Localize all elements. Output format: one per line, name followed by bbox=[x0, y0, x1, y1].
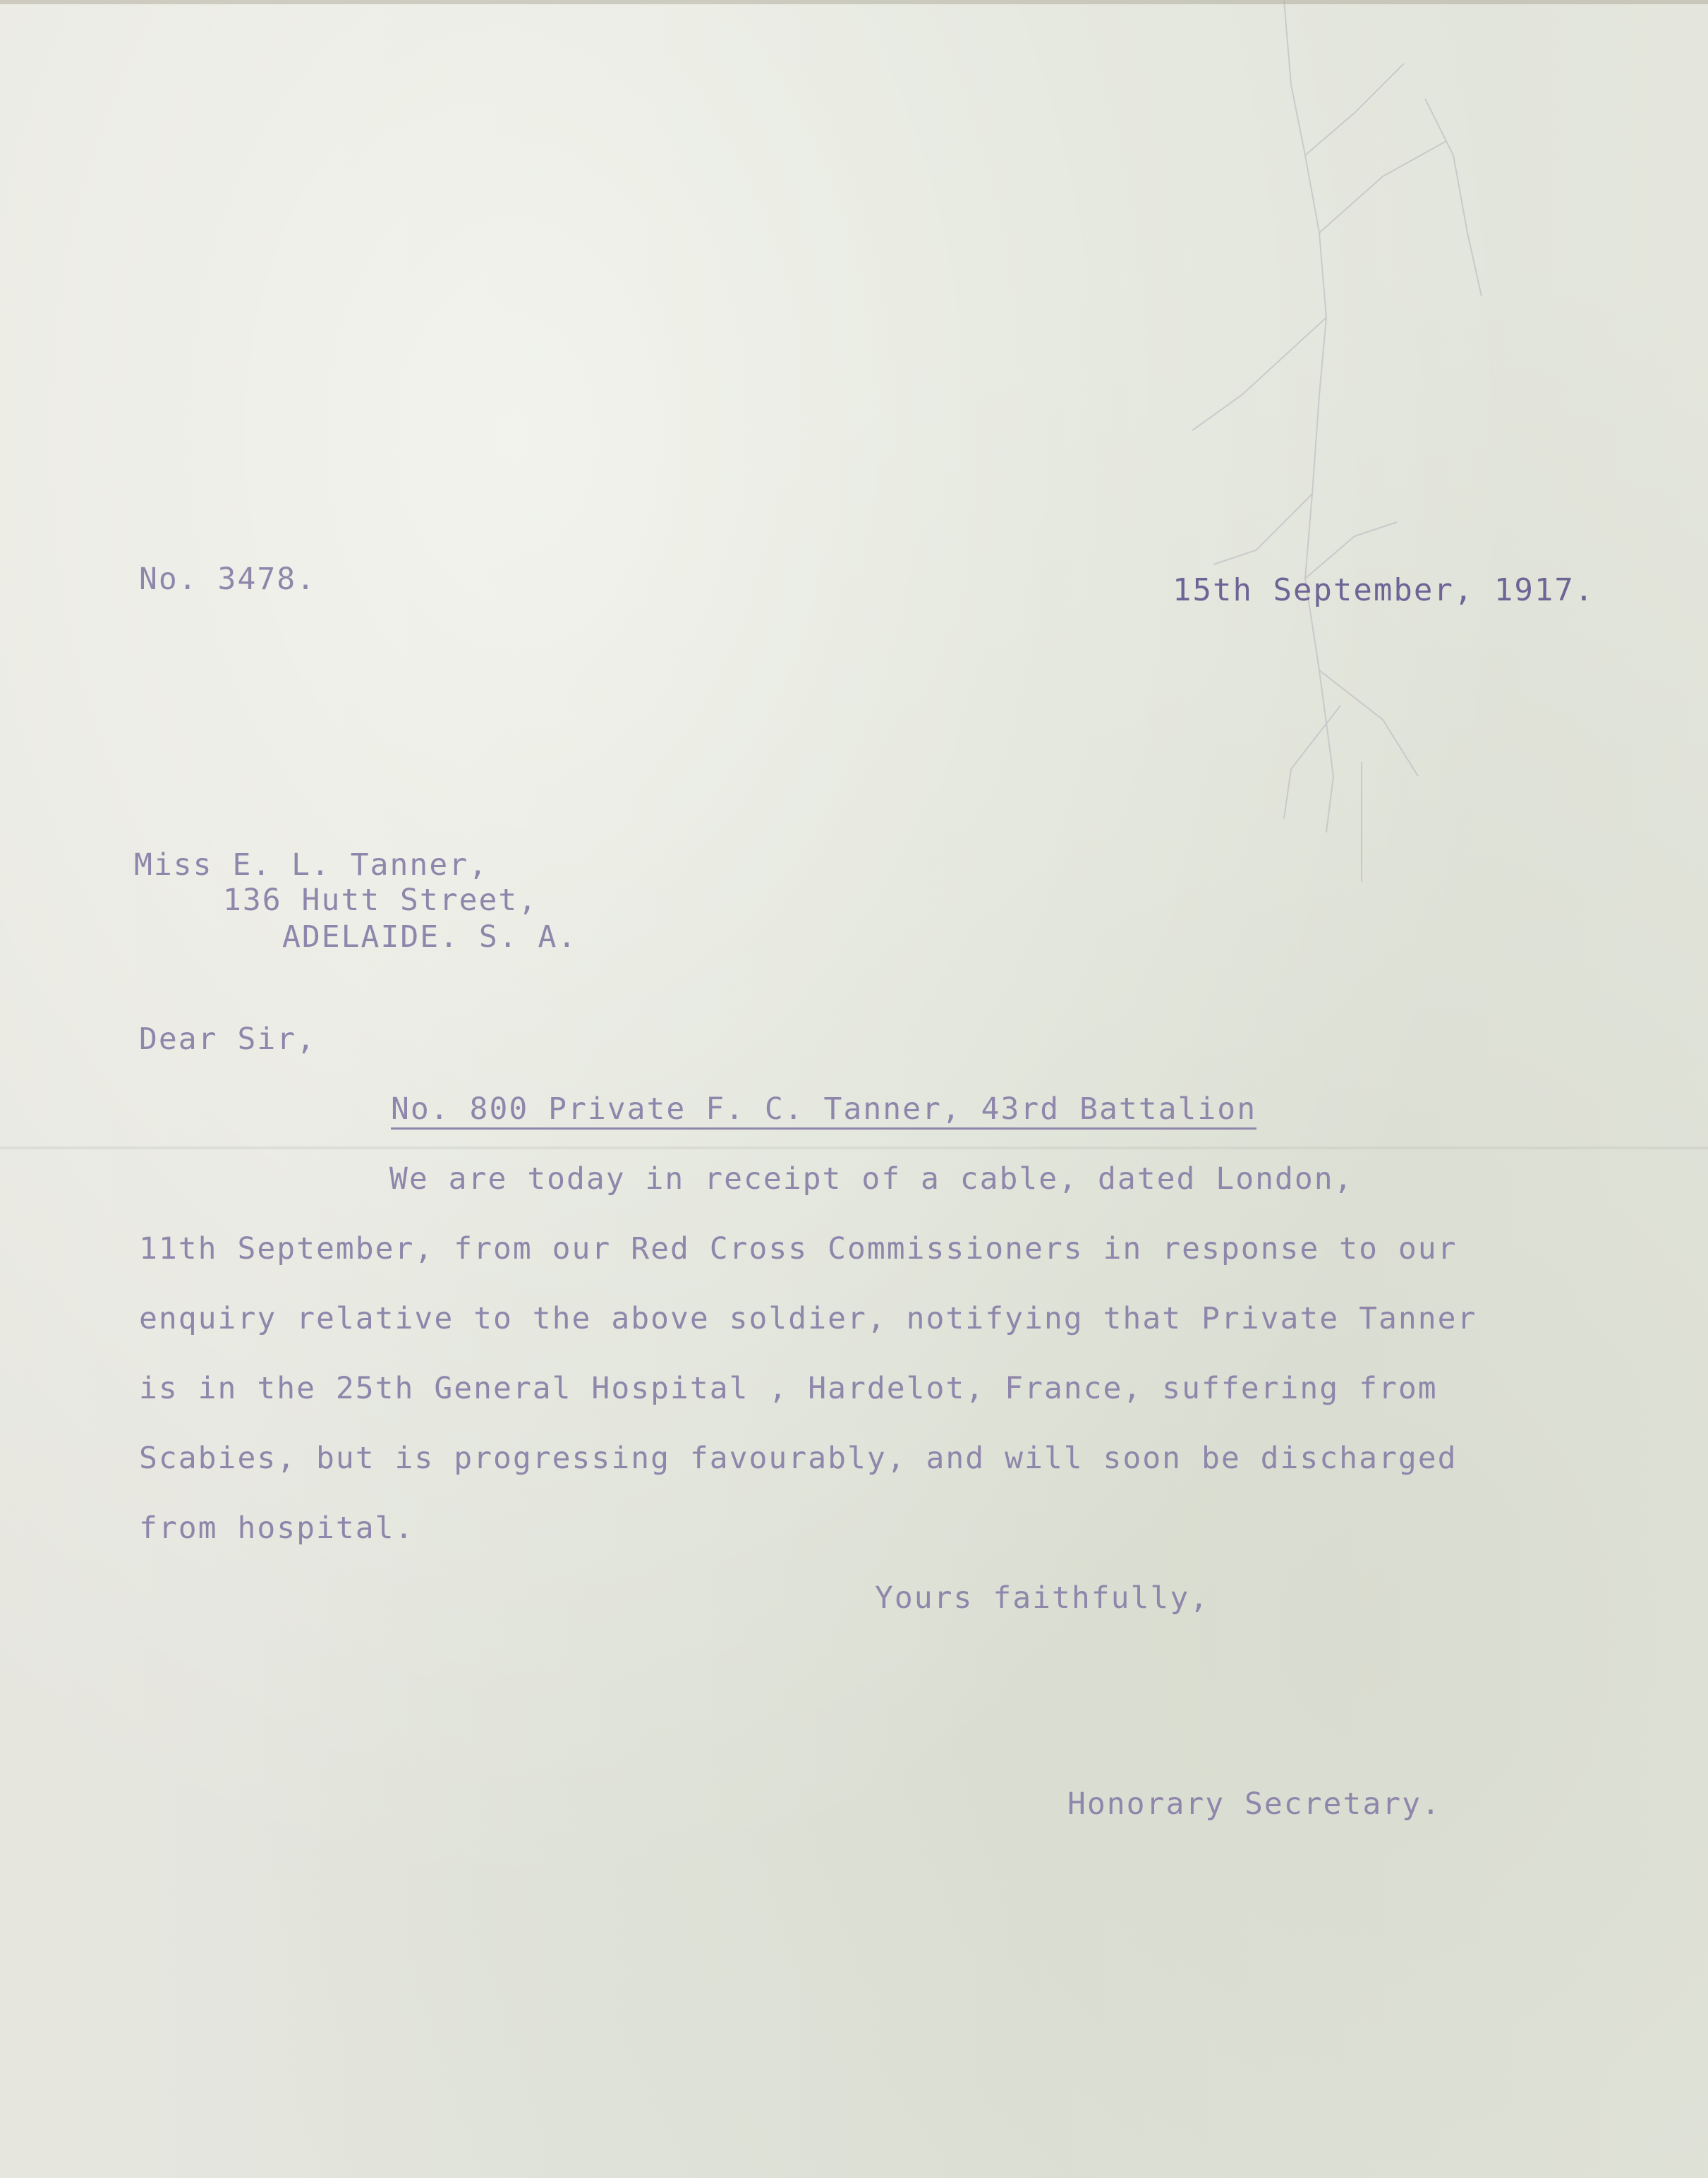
recipient-name: Miss E. L. Tanner, bbox=[134, 847, 488, 883]
body-line: We are today in receipt of a cable, dated London, bbox=[389, 1161, 1354, 1197]
subject-line: No. 800 Private F. C. Tanner, 43rd Battalion bbox=[391, 1094, 1256, 1130]
recipient-street: 136 Hutt Street, bbox=[223, 883, 538, 918]
body-line: 11th September, from our Red Cross Commissioners in response to our bbox=[139, 1231, 1458, 1266]
letter-date: 15th September, 1917. bbox=[1173, 572, 1595, 608]
body-line: Scabies, but is progressing favourably, and will soon be discharged bbox=[139, 1441, 1458, 1476]
salutation: Dear Sir, bbox=[139, 1022, 316, 1057]
recipient-city: ADELAIDE. S. A. bbox=[282, 919, 578, 955]
signature-title: Honorary Secretary. bbox=[1067, 1786, 1441, 1822]
reference-number: No. 3478. bbox=[139, 562, 316, 597]
body-line: is in the 25th General Hospital , Hardelot, France, suffering from bbox=[139, 1371, 1438, 1406]
body-line: enquiry relative to the above soldier, notifying that Private Tanner bbox=[139, 1301, 1477, 1336]
body-line: from hospital. bbox=[139, 1511, 415, 1546]
closing: Yours faithfully, bbox=[875, 1580, 1210, 1616]
